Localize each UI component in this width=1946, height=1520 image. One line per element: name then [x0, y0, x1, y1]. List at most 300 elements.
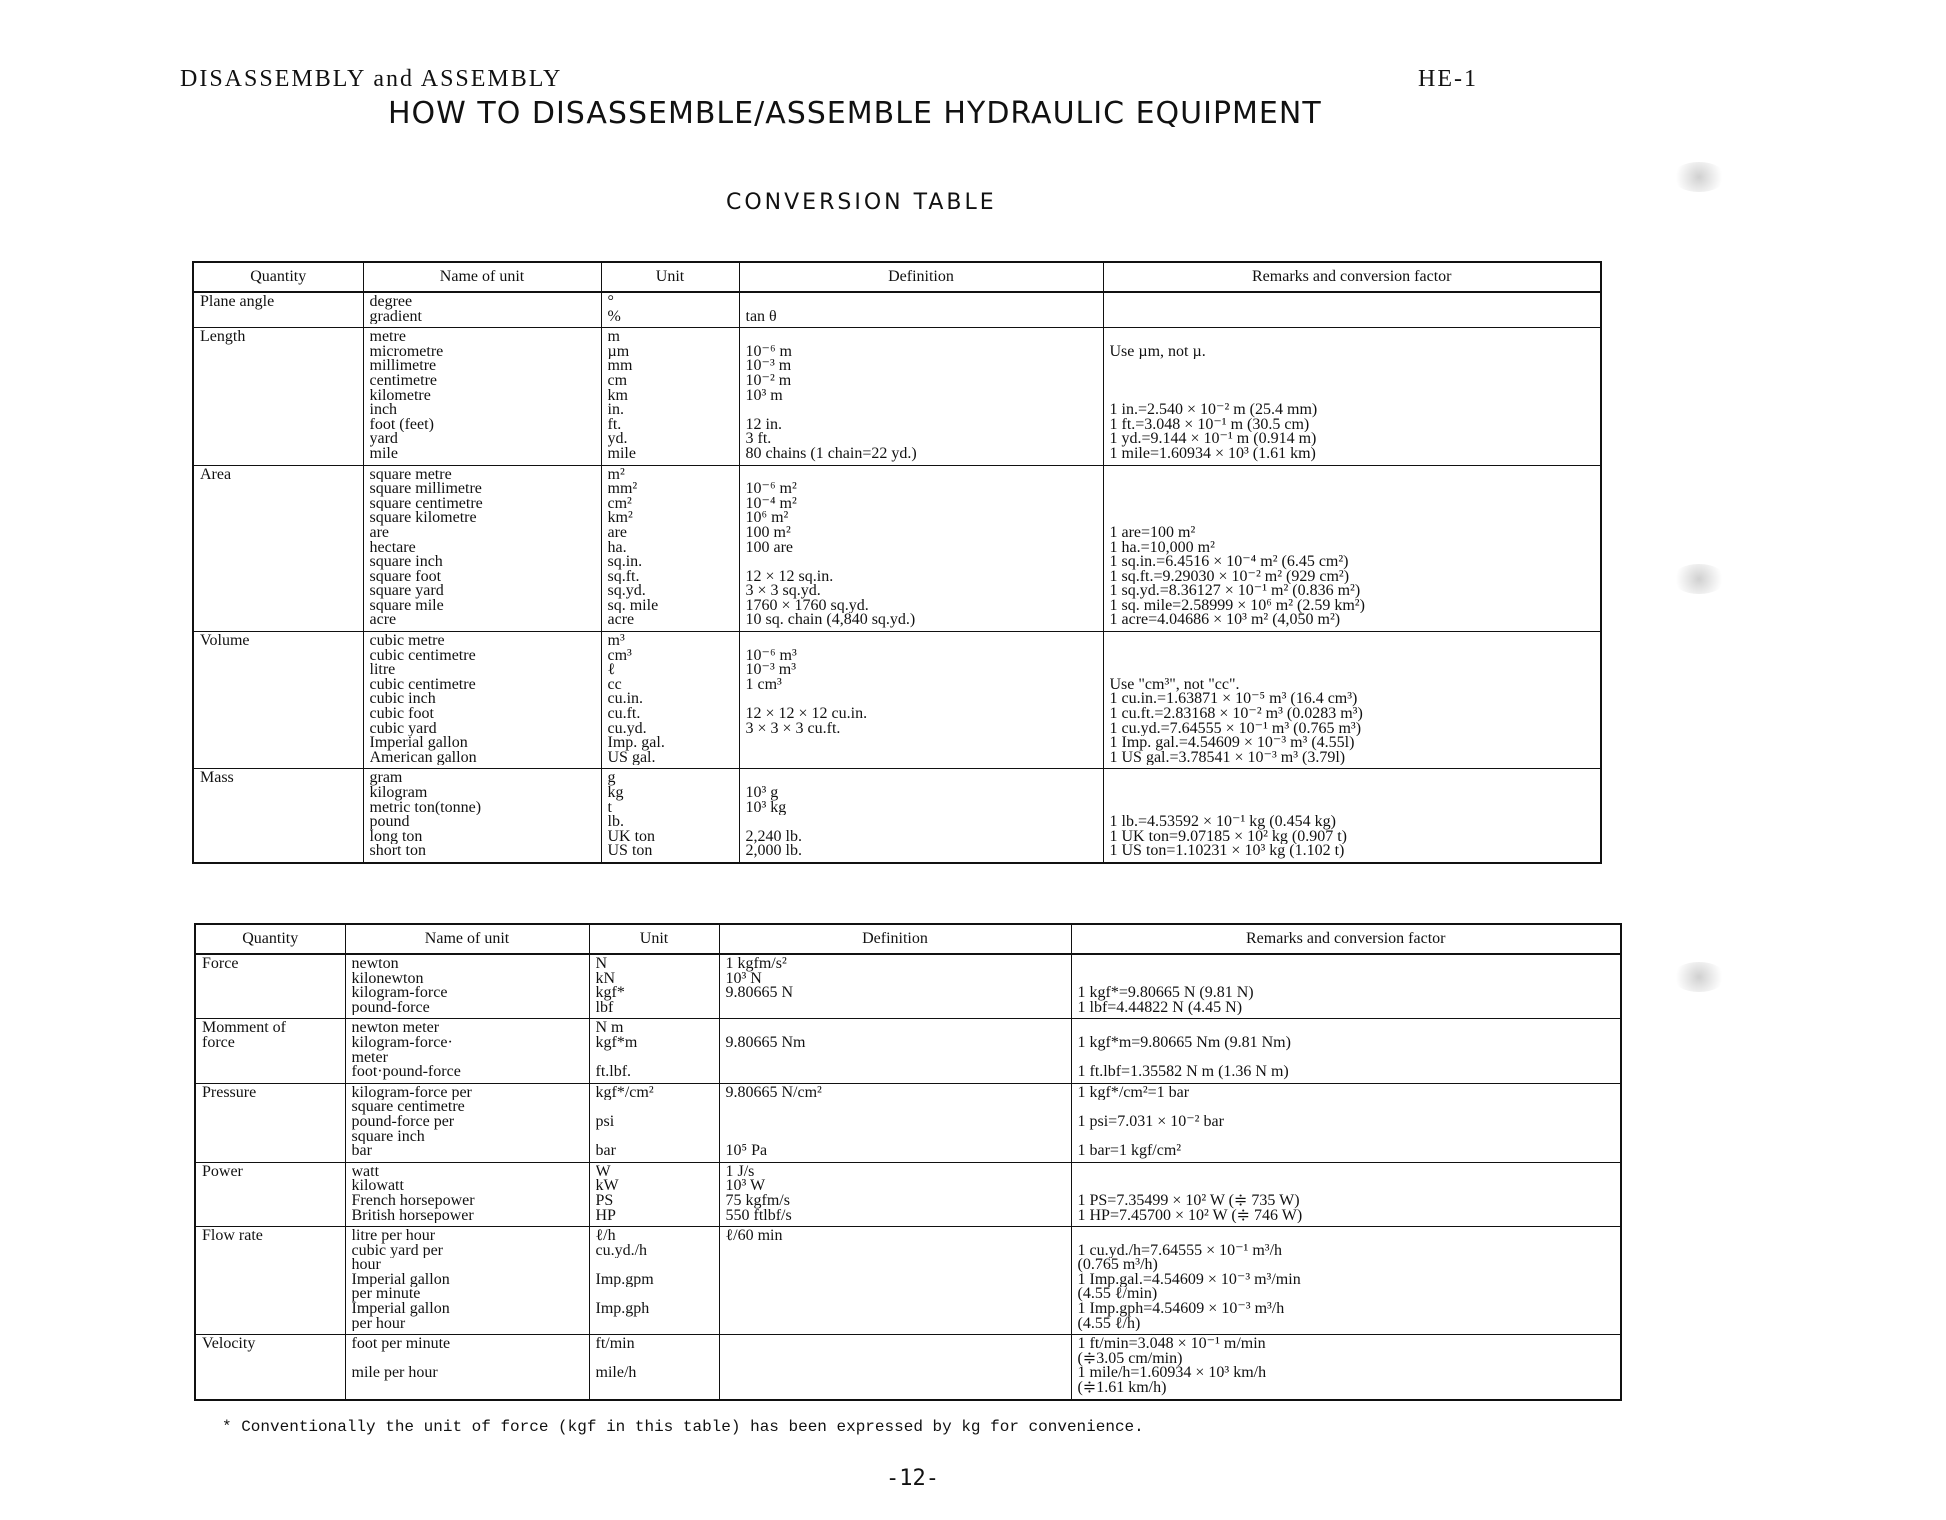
cell-line: 1 lbf=4.44822 N (4.45 N)	[1077, 1000, 1243, 1016]
unit-name-cell	[363, 769, 601, 863]
cell-line: Use "cm³", not "cc".	[1109, 677, 1240, 693]
cell-line: 9.80665 Nm	[725, 1035, 806, 1051]
cell-line: 9.80665 N	[725, 986, 794, 1001]
cell-line: 1 kgf*m=9.80665 Nm (9.81 Nm)	[1077, 1035, 1291, 1051]
remarks-cell	[1071, 1162, 1621, 1226]
cell-line: bar	[595, 1144, 616, 1159]
cell-line: 1760 × 1760 sq.yd.	[745, 598, 869, 614]
cell-line: square foot	[369, 569, 442, 585]
cell-line: inch	[369, 403, 398, 418]
cell-line: US ton	[607, 844, 653, 859]
cell-line: 3 × 3 sq.yd.	[745, 584, 821, 599]
cell-line	[726, 1381, 1065, 1396]
cell-line: N	[595, 957, 608, 972]
unit-symbol-cell	[601, 328, 739, 465]
quantity-cell	[193, 292, 363, 328]
remarks-cell	[1103, 328, 1601, 465]
cell-line: 2,240 lb.	[745, 829, 802, 845]
cell-line: yd.	[607, 432, 628, 447]
scan-blot	[1672, 162, 1726, 192]
cell-line: kilogram-force·	[351, 1035, 453, 1051]
cell-line: 12 in.	[745, 417, 782, 433]
cell-line: m²	[607, 467, 625, 483]
quantity-cell	[193, 465, 363, 632]
table-row	[195, 954, 1621, 1019]
unit-name-cell	[363, 292, 601, 328]
cell-line: 1 US gal.=3.78541 × 10⁻³ m³ (3.79l)	[1109, 750, 1346, 766]
table-row	[195, 1335, 1621, 1400]
column-header-unit: Unit	[589, 924, 719, 954]
cell-line	[1110, 295, 1595, 310]
cell-line: 1 lb.=4.53592 × 10⁻¹ kg (0.454 kg)	[1109, 815, 1336, 830]
cell-line: 3 × 3 × 3 cu.ft.	[745, 721, 841, 737]
cell-line: centimetre	[369, 373, 438, 389]
cell-line: Plane angle	[200, 295, 275, 310]
cell-line: Length	[200, 330, 246, 345]
table-header-row	[193, 262, 1601, 292]
cell-line: cubic centimetre	[369, 677, 476, 693]
cell-line: kilogram-force	[351, 986, 448, 1001]
cell-line	[1110, 771, 1595, 786]
cell-line: Momment of	[202, 1021, 286, 1036]
unit-symbol-cell	[589, 954, 719, 1019]
cell-line	[746, 295, 1097, 310]
cell-line	[726, 1302, 1065, 1317]
cell-line	[1078, 1179, 1615, 1194]
unit-symbol-cell	[601, 465, 739, 632]
cell-line: Use µm, not µ.	[1109, 344, 1206, 360]
cell-line: American gallon	[369, 750, 477, 766]
cell-line: short ton	[369, 844, 426, 859]
cell-line: square mile	[369, 598, 444, 614]
definition-cell	[719, 954, 1071, 1019]
cell-line: %	[607, 309, 621, 325]
cell-line: 1 are=100 m²	[1109, 525, 1196, 541]
cell-line: (0.765 m³/h)	[1077, 1258, 1158, 1273]
cell-line: 10⁻⁶ m³	[745, 648, 797, 664]
table-row	[195, 1162, 1621, 1226]
cell-line: gram	[369, 771, 403, 786]
cell-line	[1078, 1130, 1615, 1145]
cell-line: acre	[369, 613, 397, 629]
cell-line: 10³ W	[725, 1179, 766, 1194]
cell-line: French horsepower	[351, 1193, 475, 1209]
cell-line: hour	[351, 1258, 381, 1273]
cell-line: long ton	[369, 829, 423, 845]
cell-line	[1110, 634, 1595, 649]
cell-line: litre	[369, 663, 396, 678]
cell-line: cc	[607, 677, 622, 693]
cell-line: gradient	[369, 309, 422, 325]
cell-line: mile	[369, 446, 398, 462]
cell-line: cm²	[607, 496, 632, 512]
column-header-definition: Definition	[739, 262, 1103, 292]
unit-name-cell	[345, 954, 589, 1019]
unit-symbol-cell	[589, 1335, 719, 1400]
table-row	[193, 632, 1601, 769]
cell-line: sq.yd.	[607, 584, 646, 599]
cell-line: Imp.gpm	[595, 1272, 654, 1288]
cell-line: 100 m²	[745, 525, 791, 541]
cell-line: 10³ m	[745, 388, 783, 404]
cell-line	[726, 1287, 1065, 1302]
cell-line: cubic yard per	[351, 1243, 444, 1259]
cell-line: British horsepower	[351, 1208, 474, 1224]
cell-line: US gal.	[607, 750, 656, 766]
cell-line: 3 ft.	[745, 432, 772, 447]
definition-cell	[719, 1083, 1071, 1162]
cell-line: foot (feet)	[369, 417, 434, 433]
cell-line	[596, 1130, 713, 1145]
cell-line: 10⁶ m²	[745, 511, 789, 526]
cell-line: 10⁻⁶ m	[745, 344, 792, 360]
cell-line: ℓ/60 min	[725, 1229, 783, 1244]
cell-line: 1 Imp.gal.=4.54609 × 10⁻³ m³/min	[1077, 1272, 1301, 1288]
cell-line: Pressure	[202, 1085, 257, 1101]
unit-name-cell	[345, 1335, 589, 1400]
cell-line: Velocity	[202, 1337, 256, 1352]
cell-line: ℓ/h	[595, 1229, 616, 1244]
cell-line: 1 mile=1.60934 × 10³ (1.61 km)	[1109, 446, 1316, 462]
remarks-cell	[1071, 954, 1621, 1019]
cell-line	[746, 555, 1097, 570]
table-row	[193, 769, 1601, 863]
cell-line: cm³	[607, 648, 632, 664]
cell-line	[1110, 330, 1595, 345]
cell-line: 1 sq.yd.=8.36127 × 10⁻¹ m² (0.836 m²)	[1109, 584, 1361, 599]
cell-line: watt	[351, 1164, 380, 1180]
column-header-remarks: Remarks and conversion factor	[1071, 924, 1621, 954]
cell-line: degree	[369, 295, 413, 310]
cell-line	[726, 1065, 1065, 1080]
conversion-table-2	[194, 923, 1622, 1401]
cell-line	[352, 1352, 583, 1367]
unit-name-cell	[345, 1083, 589, 1162]
cell-line: ℓ	[607, 663, 616, 678]
cell-line: lb.	[607, 815, 624, 830]
cell-line	[726, 1001, 1065, 1016]
cell-line: kilogram-force per	[351, 1085, 472, 1101]
column-header-unit: Unit	[601, 262, 739, 292]
cell-line	[596, 1352, 713, 1367]
cell-line: meter	[351, 1050, 388, 1066]
cell-line: Imperial gallon	[369, 736, 468, 751]
cell-line	[746, 330, 1097, 345]
remarks-cell	[1071, 1227, 1621, 1335]
cell-line: metre	[369, 330, 406, 345]
cell-line: mile/h	[595, 1366, 637, 1382]
cell-line: µm	[607, 344, 630, 360]
cell-line: cubic foot	[369, 707, 434, 722]
cell-line: m³	[607, 634, 625, 649]
unit-name-cell	[345, 1162, 589, 1226]
cell-line	[596, 1258, 713, 1273]
conversion-table-1	[192, 261, 1602, 864]
cell-line: 10³ g	[745, 786, 779, 801]
quantity-cell	[195, 1227, 345, 1335]
cell-line: foot per minute	[351, 1337, 451, 1352]
cell-line: square metre	[369, 467, 452, 483]
header-page-code: HE-1	[1418, 66, 1478, 92]
cell-line: ft/min	[595, 1337, 635, 1352]
cell-line: cubic metre	[369, 634, 445, 649]
cell-line: foot·pound-force	[351, 1065, 461, 1080]
unit-symbol-cell	[589, 1227, 719, 1335]
cell-line: ft.lbf.	[595, 1065, 632, 1080]
cell-line	[1110, 359, 1595, 374]
quantity-cell	[193, 328, 363, 465]
cell-line: kilonewton	[351, 971, 424, 987]
cell-line	[1110, 786, 1595, 801]
cell-line: square millimetre	[369, 482, 482, 497]
cell-line: 1 ft.lbf=1.35582 N m (1.36 N m)	[1077, 1065, 1289, 1080]
definition-cell	[719, 1335, 1071, 1400]
cell-line	[1110, 468, 1595, 483]
cell-line	[726, 1366, 1065, 1381]
cell-line	[596, 1381, 713, 1396]
remarks-cell	[1071, 1019, 1621, 1083]
quantity-cell	[195, 954, 345, 1019]
cell-line	[726, 1100, 1065, 1115]
cell-line: cubic inch	[369, 692, 436, 708]
cell-line: acre	[607, 613, 635, 629]
definition-cell	[739, 632, 1103, 769]
cell-line: Imperial gallon	[351, 1302, 450, 1317]
cell-line: kg	[607, 786, 624, 801]
cell-line: newton meter	[351, 1021, 440, 1036]
cell-line: kN	[595, 971, 616, 987]
cell-line: 10⁻⁶ m²	[745, 482, 797, 497]
cell-line: 12 × 12 × 12 cu.in.	[745, 707, 868, 722]
cell-line: mile	[607, 446, 636, 462]
quantity-cell	[193, 632, 363, 769]
cell-line: kilogram	[369, 786, 428, 801]
cell-line	[1078, 1229, 1615, 1244]
quantity-cell	[195, 1019, 345, 1083]
cell-line: 9.80665 N/cm²	[725, 1085, 822, 1101]
cell-line: 10⁻³ m	[745, 359, 792, 374]
quantity-cell	[193, 769, 363, 863]
cell-line: square centimetre	[369, 496, 483, 512]
cell-line: 1 cm³	[745, 677, 782, 693]
cell-line: kgf*/cm²	[595, 1085, 654, 1101]
cell-line	[596, 1051, 713, 1066]
definition-cell	[739, 292, 1103, 328]
cell-line: m	[607, 330, 620, 345]
cell-line: kilometre	[369, 388, 431, 404]
unit-symbol-cell	[601, 769, 739, 863]
cell-line: 1 HP=7.45700 × 10² W (≑ 746 W)	[1077, 1208, 1303, 1224]
cell-line	[746, 751, 1097, 766]
scan-blot	[1672, 962, 1726, 992]
cell-line	[726, 1021, 1065, 1036]
cell-line: kgf*	[595, 986, 625, 1001]
cell-line: sq.ft.	[607, 569, 640, 585]
cell-line: square kilometre	[369, 511, 477, 526]
unit-symbol-cell	[601, 292, 739, 328]
cell-line	[1110, 649, 1595, 664]
page-number: -12-	[886, 1466, 939, 1491]
cell-line: ft.	[607, 417, 622, 433]
cell-line: Imperial gallon	[351, 1272, 450, 1288]
column-header-name-of-unit: Name of unit	[363, 262, 601, 292]
cell-line	[726, 1051, 1065, 1066]
cell-line: °	[607, 295, 614, 310]
quantity-cell	[195, 1162, 345, 1226]
cell-line: 1 acre=4.04686 × 10³ m² (4,050 m²)	[1109, 613, 1341, 629]
cell-line	[1110, 497, 1595, 512]
cell-line: 1 kgf*=9.80665 N (9.81 N)	[1077, 986, 1254, 1001]
definition-cell	[719, 1162, 1071, 1226]
cell-line	[726, 1317, 1065, 1332]
cell-line	[1110, 663, 1595, 678]
cell-line: Mass	[200, 771, 234, 786]
cell-line: 1 psi=7.031 × 10⁻² bar	[1077, 1114, 1224, 1130]
cell-line: cu.yd.	[607, 721, 647, 737]
cell-line: PS	[595, 1193, 614, 1209]
column-header-quantity: Quantity	[193, 262, 363, 292]
cell-line: W	[595, 1164, 611, 1180]
cell-line	[746, 815, 1097, 830]
cell-line: 1 PS=7.35499 × 10² W (≑ 735 W)	[1077, 1193, 1300, 1209]
cell-line: 1 yd.=9.144 × 10⁻¹ m (0.914 m)	[1109, 432, 1317, 447]
cell-line: yard	[369, 432, 398, 447]
cell-line	[1110, 389, 1595, 404]
cell-line: square centimetre	[351, 1100, 465, 1115]
cell-line: 1 Imp.gph=4.54609 × 10⁻³ m³/h	[1077, 1302, 1285, 1317]
cell-line	[1110, 482, 1595, 497]
cell-line: 1 cu.in.=1.63871 × 10⁻⁵ m³ (16.4 cm³)	[1109, 692, 1358, 708]
cell-line: km	[607, 388, 628, 404]
cell-line	[1110, 801, 1595, 816]
cell-line: Imp. gal.	[607, 736, 665, 751]
cell-line	[1110, 374, 1595, 389]
remarks-cell	[1103, 465, 1601, 632]
cell-line: cu.yd./h	[595, 1243, 648, 1259]
cell-line: 1 kgf*/cm²=1 bar	[1077, 1085, 1190, 1101]
cell-line: 1 sq.in.=6.4516 × 10⁻⁴ m² (6.45 cm²)	[1109, 555, 1349, 570]
column-header-name-of-unit: Name of unit	[345, 924, 589, 954]
footnote: * Conventionally the unit of force (kgf in this table) has been expressed by kg for convenience.	[222, 1418, 1144, 1436]
cell-line: 1 in.=2.540 × 10⁻² m (25.4 mm)	[1109, 403, 1318, 418]
cell-line	[1110, 310, 1595, 325]
cell-line: HP	[595, 1208, 616, 1224]
cell-line: t	[607, 800, 612, 816]
quantity-cell	[195, 1083, 345, 1162]
cell-line: 1 bar=1 kgf/cm²	[1077, 1144, 1182, 1159]
remarks-cell	[1103, 292, 1601, 328]
cell-line: sq.in.	[607, 555, 643, 570]
cell-line: in.	[607, 403, 624, 418]
unit-name-cell	[363, 328, 601, 465]
table-row	[193, 465, 1601, 632]
cell-line: 10³ N	[725, 971, 762, 987]
cell-line: cu.in.	[607, 692, 644, 708]
cell-line: 75 kgfm/s	[725, 1193, 790, 1209]
cell-line: Volume	[200, 634, 250, 649]
cell-line: newton	[351, 957, 399, 972]
cell-line: are	[607, 525, 628, 541]
cell-line: kgf*m	[595, 1035, 638, 1051]
cell-line	[746, 468, 1097, 483]
cell-line: km²	[607, 511, 633, 526]
unit-name-cell	[345, 1019, 589, 1083]
cell-line: Area	[200, 467, 232, 483]
table-row	[193, 328, 1601, 465]
cell-line: 1 Imp. gal.=4.54609 × 10⁻³ m³ (4.55l)	[1109, 736, 1355, 751]
cell-line	[596, 1287, 713, 1302]
cell-line: 1 sq.ft.=9.29030 × 10⁻² m² (929 cm²)	[1109, 569, 1350, 585]
cell-line	[726, 1115, 1065, 1130]
cell-line: are	[369, 525, 390, 541]
cell-line: 100 are	[745, 540, 794, 556]
column-header-quantity: Quantity	[195, 924, 345, 954]
cell-line: Flow rate	[202, 1229, 263, 1244]
cell-line: 10⁻² m	[745, 373, 792, 389]
cell-line	[596, 1317, 713, 1332]
cell-line: 1 kgfm/s²	[725, 957, 787, 972]
cell-line: cu.ft.	[607, 707, 641, 722]
cell-line: N m	[595, 1021, 624, 1036]
cell-line: pound-force per	[351, 1114, 455, 1130]
cell-line	[1078, 957, 1615, 972]
cell-line: per hour	[351, 1316, 406, 1332]
cell-line: 1 cu.yd.=7.64555 × 10⁻¹ m³ (0.765 m³)	[1109, 721, 1362, 737]
cell-line: millimetre	[369, 359, 437, 374]
table-row	[195, 1083, 1621, 1162]
cell-line: 1 US ton=1.10231 × 10³ kg (1.102 t)	[1109, 844, 1345, 859]
table-row	[195, 1019, 1621, 1083]
cell-line	[746, 692, 1097, 707]
cell-line	[352, 1381, 583, 1396]
column-header-remarks: Remarks and conversion factor	[1103, 262, 1601, 292]
cell-line	[1078, 1021, 1615, 1036]
cell-line: per minute	[351, 1287, 421, 1303]
table-row	[193, 292, 1601, 328]
cell-line: 1 ha.=10,000 m²	[1109, 540, 1215, 556]
cell-line: mile per hour	[351, 1366, 438, 1382]
cell-line: 1 J/s	[725, 1164, 755, 1180]
cell-line: 10⁵ Pa	[725, 1144, 768, 1159]
unit-symbol-cell	[589, 1083, 719, 1162]
definition-cell	[739, 465, 1103, 632]
cell-line: metric ton(tonne)	[369, 800, 482, 816]
cell-line	[726, 1352, 1065, 1367]
cell-line: 10⁻³ m³	[745, 663, 796, 678]
cell-line	[746, 634, 1097, 649]
cell-line: 10 sq. chain (4,840 sq.yd.)	[745, 613, 916, 629]
cell-line: hectare	[369, 540, 416, 556]
table-header-row	[195, 924, 1621, 954]
definition-cell	[719, 1019, 1071, 1083]
cell-line: square inch	[369, 555, 443, 570]
unit-symbol-cell	[589, 1019, 719, 1083]
remarks-cell	[1071, 1335, 1621, 1400]
cell-line: 1 mile/h=1.60934 × 10³ km/h	[1077, 1366, 1267, 1382]
cell-line: Power	[202, 1164, 243, 1180]
cell-line: force	[202, 1035, 235, 1051]
cell-line: bar	[351, 1144, 372, 1159]
cell-line: 10³ kg	[745, 800, 787, 816]
scan-blot	[1672, 564, 1726, 594]
cell-line: 10⁻⁴ m²	[745, 496, 797, 512]
cell-line	[1078, 1100, 1615, 1115]
cell-line: 1 sq. mile=2.58999 × 10⁶ m² (2.59 km²)	[1109, 598, 1365, 614]
cell-line: 12 × 12 sq.in.	[745, 569, 834, 585]
section-title: CONVERSION TABLE	[726, 190, 997, 215]
cell-line	[1078, 1165, 1615, 1180]
cell-line	[726, 1273, 1065, 1288]
